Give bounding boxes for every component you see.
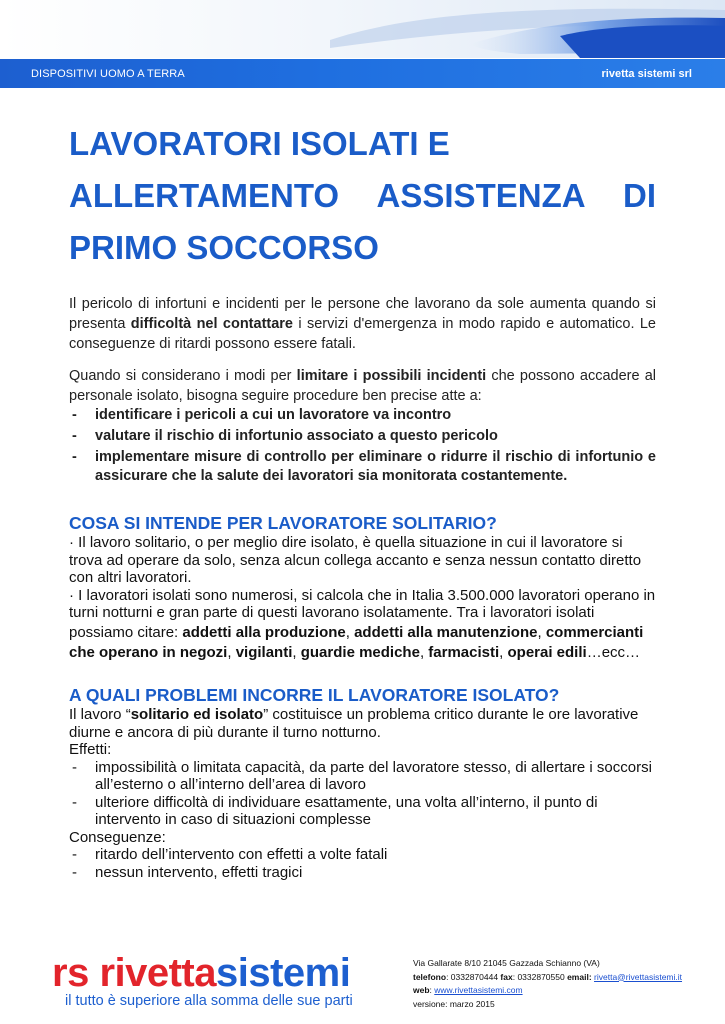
list-item-text: nessun intervento, effetti tragici (95, 863, 303, 881)
list-item-text: ulteriore difficoltà di individuare esattamente, una volta all’interno, il punto di intervento in caso di situazioni complesse (95, 793, 598, 828)
conseguenze-list (69, 846, 656, 881)
text-run: che possono accadere al personale isolato, bisogna seguire procedure ben precise atte a: (69, 368, 656, 404)
email-link[interactable]: rivetta@rivettasistemi.it (594, 971, 683, 982)
list-item (69, 448, 656, 486)
logo-tagline: il tutto è superiore alla somma delle sue parti (65, 993, 353, 1009)
text-run-bold: solitario ed isolato (130, 706, 264, 723)
effetti-label: Effetti: (69, 741, 112, 758)
text-run-bold: commercianti che operano in negozi (69, 623, 644, 661)
intro-paragraph-1 (69, 294, 656, 354)
header-bar (0, 59, 725, 88)
title-line-1: LAVORATORI ISOLATI E (69, 125, 450, 162)
title-line-3: PRIMO SOCCORSO (69, 229, 379, 266)
text-run-bold: vigilanti (235, 643, 293, 661)
tel-label: telefono (413, 971, 447, 982)
list-item-text: valutare il rischio di infortunio associato a questo pericolo (95, 428, 498, 444)
document-body (69, 118, 656, 881)
text-run: , (419, 643, 429, 661)
text-run-bold: addetti alla produzione (182, 623, 346, 641)
list-item (69, 406, 656, 425)
list-item-text: ritardo dell’intervento con effetti a volte fatali (95, 846, 388, 863)
footer-version: versione: marzo 2015 (413, 998, 495, 1009)
footer-web-line: web: www.rivettasistemi.com (413, 985, 523, 995)
dash-bullet: - (72, 428, 77, 444)
footer-contact-info (413, 957, 682, 1011)
text-run-bold: difficoltà nel contattare (130, 316, 293, 332)
dash-bullet: - (72, 846, 77, 863)
logo-rs: rs (52, 951, 100, 995)
web-label: web (413, 985, 430, 995)
dash-bullet: - (72, 407, 77, 423)
tel-value: : 0332870444 (446, 971, 501, 982)
text-run-bold: operai edili (507, 643, 587, 661)
list-item (69, 794, 656, 829)
text-run: Il lavoro “ (69, 706, 131, 723)
text-run: Il pericolo di infortuni e incidenti per le persone che lavorano da sole aumenta quando si presenta (69, 296, 656, 332)
header-category: DISPOSITIVI UOMO A TERRA (31, 67, 185, 80)
text-run: , (537, 623, 546, 641)
logo-sistemi: sistemi (216, 951, 351, 995)
web-link[interactable]: www.rivettasistemi.com (434, 985, 523, 995)
section-2-title: A QUALI PROBLEMI INCORRE IL LAVORATORE ISOLATO? (69, 685, 560, 705)
text-run: , (499, 643, 508, 661)
dash-bullet: - (72, 793, 77, 811)
logo-rivetta: rivetta (99, 951, 216, 995)
email-label: email: (567, 971, 592, 982)
dash-bullet: - (72, 758, 77, 776)
title-word: DI (623, 177, 656, 214)
text-run: …ecc… (586, 643, 641, 661)
list-item-text: identificare i pericoli a cui un lavoratore va incontro (95, 407, 452, 423)
text-run: , (292, 643, 301, 661)
text-run: i servizi d'emergenza in modo rapido e automatico. Le conseguenze di ritardi possono essere fatali. (69, 316, 656, 352)
title-word: ASSISTENZA (376, 177, 586, 214)
effetti-list (69, 759, 656, 829)
list-item (69, 864, 656, 882)
text-run-bold: addetti alla manutenzione (354, 623, 538, 641)
section-1-paragraph-1: · Il lavoro solitario, o per meglio dire isolato, è quella situazione in cui il lavoratore si trova ad operare da solo, senza alcun collega accanto e senza nessun contatto diretto con altri lavoratori. (69, 534, 642, 586)
dash-bullet: - (72, 863, 77, 881)
conseguenze-label: Conseguenze: (69, 828, 166, 846)
text-run: Quando si considerano i modi per (69, 368, 297, 384)
list-item (69, 759, 656, 794)
list-item-text: impossibilità o limitata capacità, da parte del lavoratore stesso, di allertare i soccorsi all’esterno o all’interno dell’area di lavoro (95, 758, 652, 793)
text-run-bold: limitare i possibili incidenti (296, 368, 487, 384)
fax-label: fax (500, 971, 513, 982)
text-run-bold: guardie mediche (300, 643, 420, 661)
text-run: , (227, 643, 236, 661)
dash-bullet: - (72, 449, 77, 465)
text-run-bold: farmacisti (428, 643, 500, 661)
page-title (69, 118, 656, 274)
fax-value: : 0332870550 (512, 971, 568, 982)
list-item (69, 427, 656, 446)
list-item (69, 846, 656, 864)
section-1-title: COSA SI INTENDE PER LAVORATORE SOLITARIO? (69, 513, 497, 533)
section-1-paragraph-2 (69, 587, 656, 662)
header-company: rivetta sistemi srl (601, 67, 692, 80)
footer-phone-line (413, 971, 682, 985)
text-run: ” costituisce un problema critico durante le ore lavorative diurne e ancora di più durante il turno notturno. (69, 706, 639, 741)
intro-list (69, 406, 656, 486)
title-line-2 (69, 170, 656, 222)
section-2-paragraph-1 (69, 706, 656, 741)
decorative-header-band (0, 0, 725, 58)
title-word: ALLERTAMENTO (69, 177, 340, 214)
text-run: · I lavoratori isolati sono numerosi, si calcola che in Italia 3.500.000 lavoratori operano in turni notturni e gran parte di questi lavorano isolatamente. Tra i lavoratori isolati possiamo citare: (69, 586, 656, 641)
company-logo (52, 951, 353, 1009)
intro-paragraph-2 (69, 366, 656, 406)
logo-wordmark (52, 951, 353, 995)
list-item-text: implementare misure di controllo per eliminare o ridurre il rischio di infortunio e assicurare che la salute dei lavoratori sia monitorata costantemente. (95, 449, 656, 484)
text-run: , (345, 623, 355, 641)
footer-address: Via Gallarate 8/10 21045 Gazzada Schianno (VA) (413, 958, 600, 968)
